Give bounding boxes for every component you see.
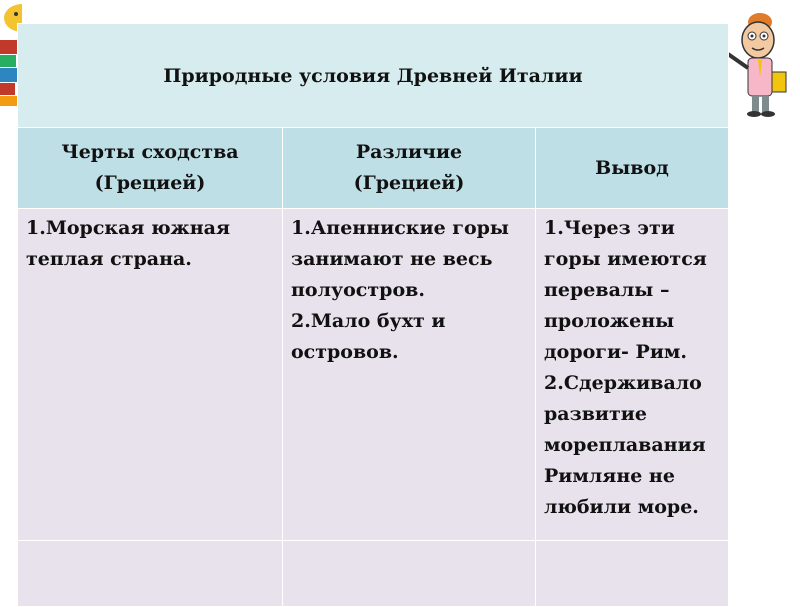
cell-line: 1.Морская южная bbox=[26, 217, 230, 239]
cell-line: теплая страна. bbox=[26, 248, 192, 270]
empty-cell bbox=[283, 541, 536, 607]
header-row bbox=[18, 128, 729, 209]
cell-line: полуостров. bbox=[291, 279, 425, 301]
cell-line: 1.Через эти bbox=[544, 217, 675, 239]
cell-line: горы имеются bbox=[544, 248, 707, 270]
cell-line: Римляне не bbox=[544, 465, 675, 487]
cell-line: 1.Апеннискиe горы bbox=[291, 217, 509, 239]
empty-row bbox=[18, 541, 729, 607]
empty-cell bbox=[18, 541, 283, 607]
title-row bbox=[18, 24, 729, 128]
cell-line: развитие bbox=[544, 403, 647, 425]
cell-line: островов. bbox=[291, 341, 399, 363]
header-line: (Грецией) bbox=[353, 172, 465, 194]
cell-similarities bbox=[18, 209, 283, 541]
teacher-pointer-clipart-icon bbox=[724, 8, 800, 118]
cell-line: занимают не весь bbox=[291, 248, 493, 270]
cell-line: дороги- Рим. bbox=[544, 341, 688, 363]
header-line: Черты сходства bbox=[61, 141, 239, 163]
comparison-table bbox=[17, 23, 729, 607]
cell-line: 2.Мало бухт и bbox=[291, 310, 446, 332]
cell-line: мореплавания bbox=[544, 434, 706, 456]
header-conclusion bbox=[536, 128, 729, 209]
cell-differences bbox=[283, 209, 536, 541]
header-differences bbox=[283, 128, 536, 209]
header-similarities bbox=[18, 128, 283, 209]
empty-cell bbox=[536, 541, 729, 607]
header-line: Вывод bbox=[595, 156, 669, 179]
header-line: Различие bbox=[355, 141, 463, 163]
table-title: Природные условия Древней Италии bbox=[18, 24, 729, 128]
content-row bbox=[18, 209, 729, 541]
cell-conclusion bbox=[536, 209, 729, 541]
cell-line: 2.Сдерживало bbox=[544, 372, 702, 394]
header-line: (Грецией) bbox=[94, 172, 206, 194]
cell-line: перевалы – bbox=[544, 279, 670, 301]
cell-line: проложены bbox=[544, 310, 675, 332]
cell-line: любили море. bbox=[544, 496, 699, 518]
